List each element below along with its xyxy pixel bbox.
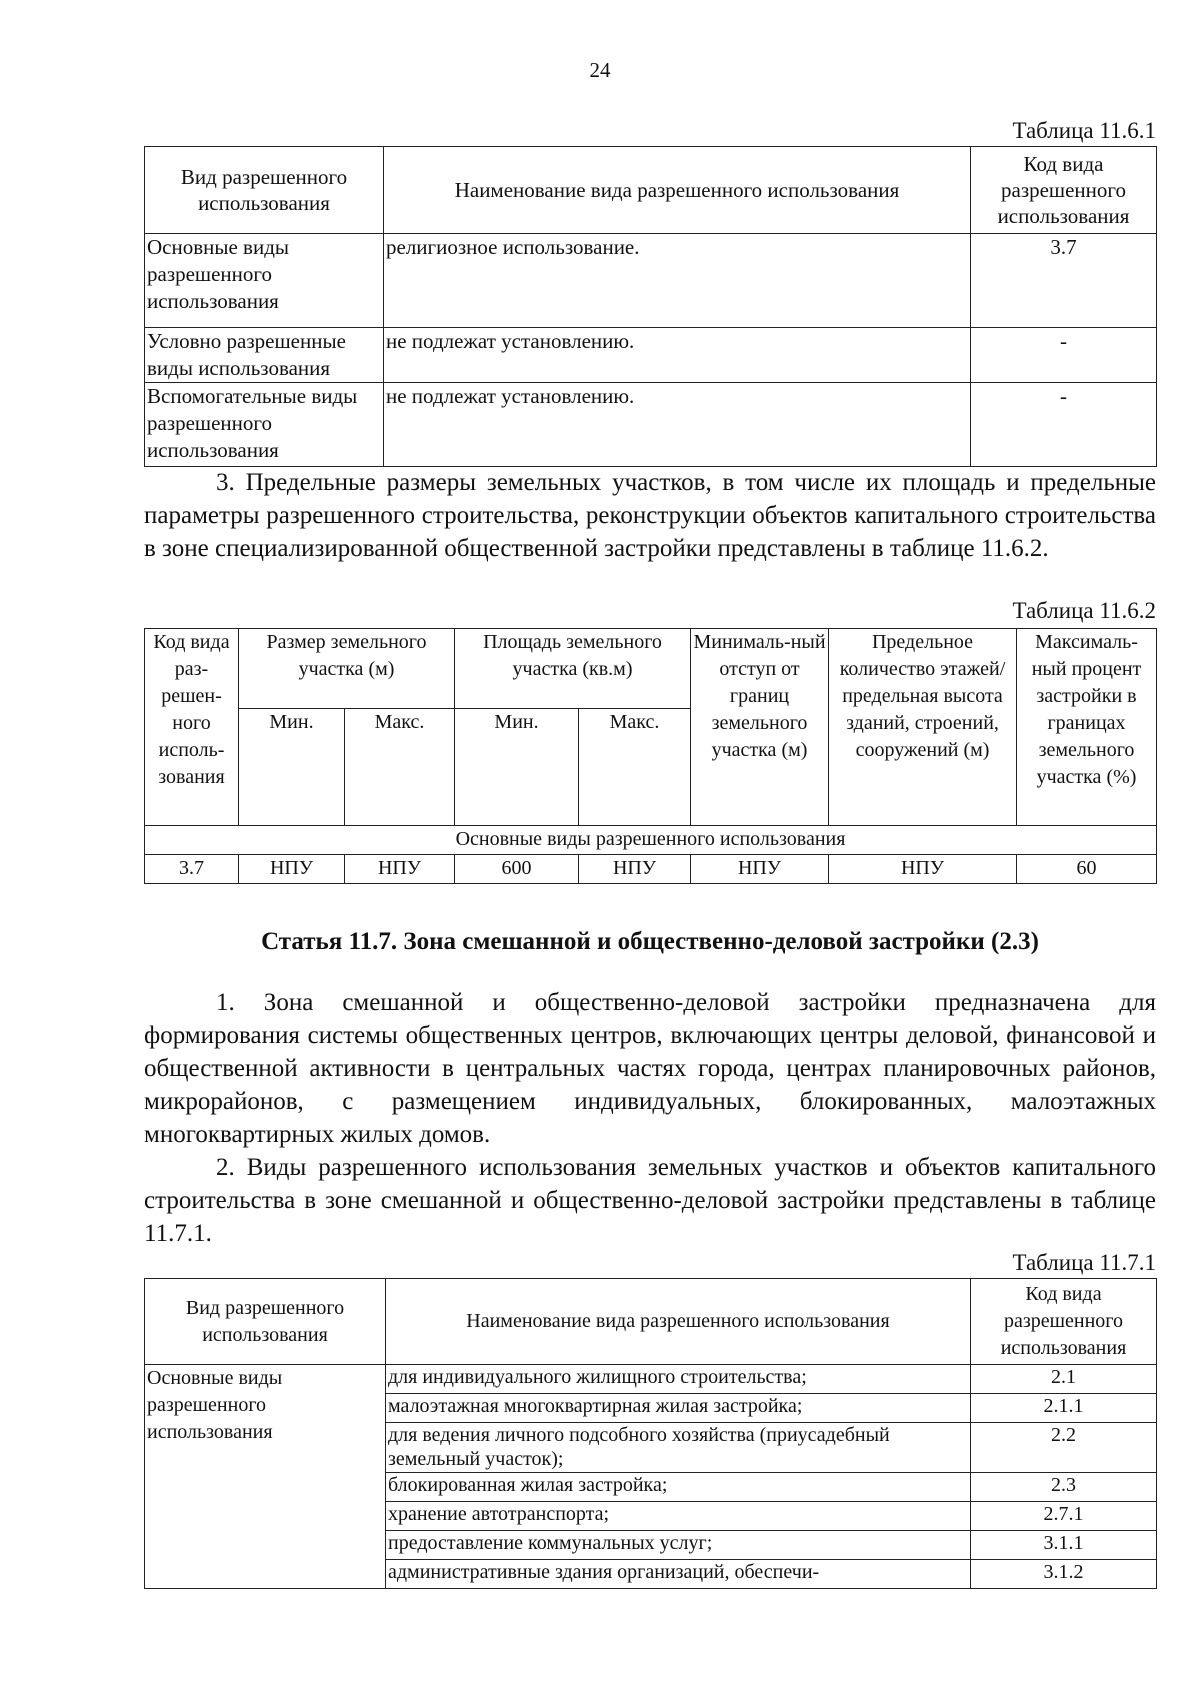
use-type-cell: Условно разрешенные виды использования xyxy=(145,328,384,383)
table-caption: Таблица 11.7.1 xyxy=(1012,1250,1156,1275)
column-header: Макс. xyxy=(345,709,455,826)
use-type-cell: Основные виды разрешенного использования xyxy=(145,234,384,328)
use-name-cell: блокированная жилая застройка; xyxy=(386,1473,971,1502)
paragraph: 1. Зона смешанной и общественно-деловой застройки предназначена для формирования системы общественных центров, включающих центры деловой, финансовой и общественной активности в центральных частях города, центрах планировочных районов, микрорайонов, с размещением индивидуальных, блокированных, малоэтажных многоквартирных жилых домов. xyxy=(144,989,1156,1148)
table-row xyxy=(145,234,1157,328)
use-code-cell: 2.1.1 xyxy=(971,1394,1157,1423)
use-type-cell: Вспомогательные виды разрешенного использования xyxy=(145,383,384,467)
article-title: Статья 11.7. Зона смешанной и общественно-деловой застройки (2.3) xyxy=(261,928,1039,955)
use-code-cell: 2.7.1 xyxy=(971,1502,1157,1531)
table-row xyxy=(145,1365,1157,1394)
column-header: Код вида разрешенного использования xyxy=(971,1279,1157,1365)
table-caption: Таблица 11.6.2 xyxy=(1012,598,1156,623)
use-type-cell: Основные виды разрешенного использования xyxy=(145,1365,386,1589)
column-header: Размер земельного участка (м) xyxy=(239,629,455,709)
column-header: Наименование вида разрешенного использования xyxy=(384,147,971,234)
table-row xyxy=(145,383,1157,467)
permitted-use-table xyxy=(144,146,1157,467)
column-header: Площадь земельного участка (кв.м) xyxy=(455,629,691,709)
column-header: Код вида раз-решен-ного исполь-зования xyxy=(145,629,239,826)
table-row xyxy=(145,855,1157,884)
column-header: Максималь-ный процент застройки в границах земельного участка (%) xyxy=(1017,629,1157,826)
use-code-cell: - xyxy=(971,328,1157,383)
paragraph: 2. Виды разрешенного использования земельных участков и объектов капитального строительства в зоне смешанной и общественно-деловой застройки представлены в таблице 11.7.1. xyxy=(144,1154,1156,1247)
column-header: Макс. xyxy=(579,709,691,826)
column-header: Минималь-ный отступ от границ земельного участка (м) xyxy=(691,629,829,826)
use-code-cell: 3.1.2 xyxy=(971,1560,1157,1589)
use-code-cell: - xyxy=(971,383,1157,467)
table-cell: НПУ xyxy=(345,855,455,884)
column-header: Вид разрешенного использования xyxy=(145,1279,386,1365)
use-code-cell: 2.3 xyxy=(971,1473,1157,1502)
use-code-cell: 2.2 xyxy=(971,1423,1157,1473)
table-cell: НПУ xyxy=(829,855,1017,884)
section-row: Основные виды разрешенного использования xyxy=(145,826,1157,855)
column-header: Мин. xyxy=(239,709,345,826)
table-caption: Таблица 11.6.1 xyxy=(1012,118,1156,143)
column-header: Код вида разрешенного использования xyxy=(971,147,1157,234)
use-name-cell: хранение автотранспорта; xyxy=(386,1502,971,1531)
paragraph: 3. Предельные размеры земельных участков, в том числе их площадь и предельные параметры разрешенного строительства, реконструкции объектов капитального строительства в зоне специализированной общественной застройки представлены в таблице 11.6.2. xyxy=(144,469,1156,562)
use-name-cell: не подлежат установлению. xyxy=(384,383,971,467)
table-row xyxy=(145,328,1157,383)
page-number: 24 xyxy=(589,58,611,82)
use-code-cell: 3.7 xyxy=(971,234,1157,328)
use-name-cell: малоэтажная многоквартирная жилая застройка; xyxy=(386,1394,971,1423)
table-cell: 600 xyxy=(455,855,579,884)
use-name-cell: предоставление коммунальных услуг; xyxy=(386,1531,971,1560)
use-name-cell: для индивидуального жилищного строительства; xyxy=(386,1365,971,1394)
use-name-cell: административные здания организаций, обеспечи- xyxy=(386,1560,971,1589)
column-header: Мин. xyxy=(455,709,579,826)
parameters-table xyxy=(144,628,1157,884)
column-header: Предельное количество этажей/ предельная высота зданий, строений, сооружений (м) xyxy=(829,629,1017,826)
use-code-cell: 3.1.1 xyxy=(971,1531,1157,1560)
table-cell: 60 xyxy=(1017,855,1157,884)
use-name-cell: религиозное использование. xyxy=(384,234,971,328)
column-header: Наименование вида разрешенного использования xyxy=(386,1279,971,1365)
column-header: Вид разрешенного использования xyxy=(145,147,384,234)
use-name-cell: для ведения личного подсобного хозяйства (приусадебный земельный участок); xyxy=(386,1423,971,1473)
table-cell: НПУ xyxy=(239,855,345,884)
permitted-use-table xyxy=(144,1278,1157,1589)
table-cell: НПУ xyxy=(579,855,691,884)
use-code-cell: 2.1 xyxy=(971,1365,1157,1394)
table-cell: НПУ xyxy=(691,855,829,884)
table-cell: 3.7 xyxy=(145,855,239,884)
use-name-cell: не подлежат установлению. xyxy=(384,328,971,383)
